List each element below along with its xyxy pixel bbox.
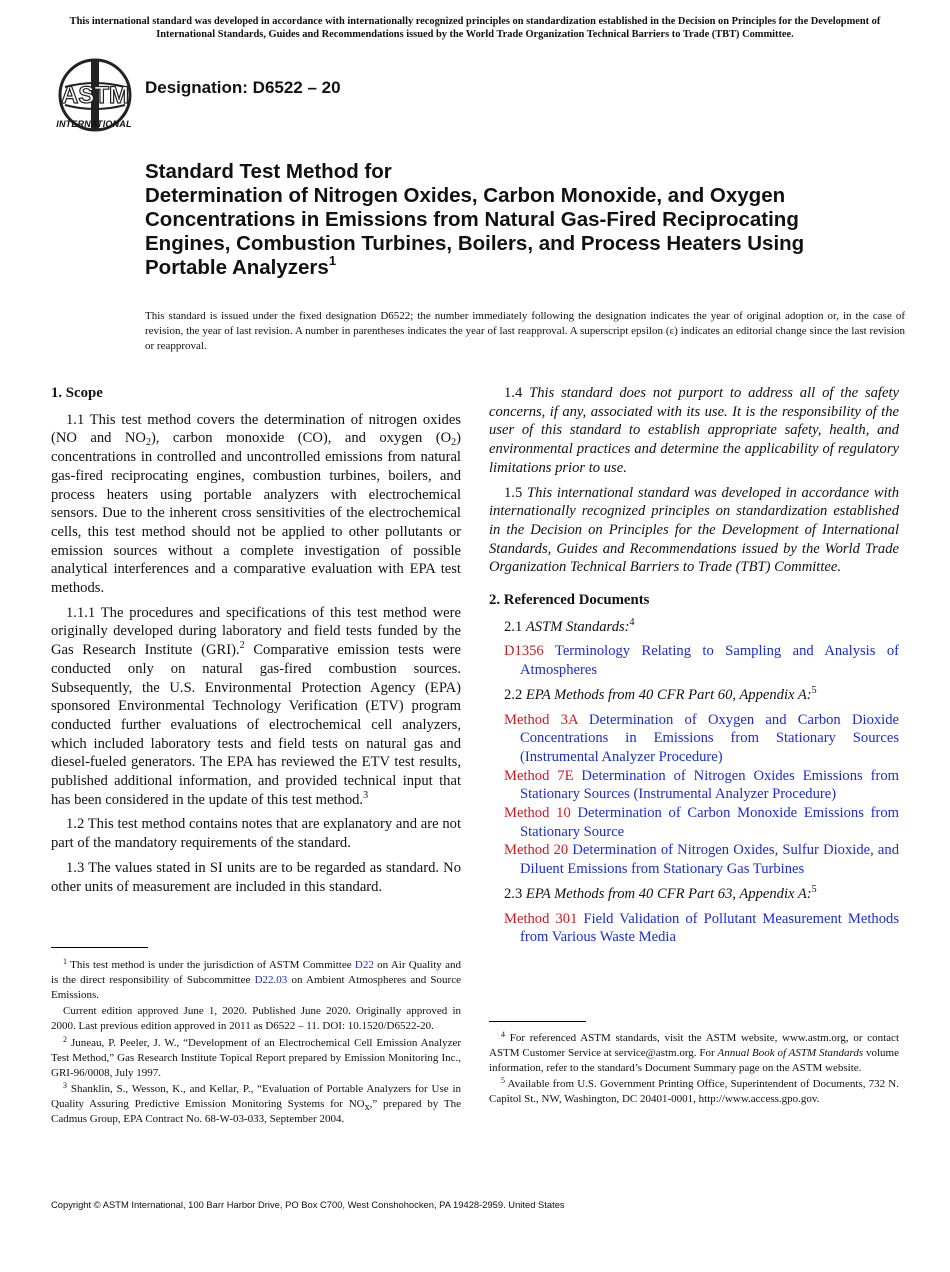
- footnote-2: $^2$ Juneau, P. Peeler, J. W., “Development of an Electrochemical Cell Emission Analyzer Test Method,” Gas Research Institute Topical Report prepared by Emission Monitoring Inc., GRI-96/0008, July 1997.: [51, 1034, 461, 1079]
- logo-letters: ASTM: [61, 82, 129, 109]
- ref-method-301[interactable]: Method 301 Field Validation of Pollutant Measurement Methods from Various Waste Media: [504, 910, 899, 946]
- title-main: Determination of Nitrogen Oxides, Carbon Monoxide, and Oxygen Concentrations in Emissions from Natural Gas-Fired Reciprocating Engines, Combustion Turbines, Boilers, and Process Heaters Using Portable Analyzers: [145, 184, 805, 279]
- ref-method-7e[interactable]: Method 7E Determination of Nitrogen Oxides Emissions from Stationary Sources (Instrumental Analyzer Procedure): [504, 767, 899, 803]
- referenced-documents-heading: 2. Referenced Documents: [489, 592, 650, 609]
- right-column: [489, 384, 899, 953]
- footnote-divider-left: [51, 947, 148, 948]
- left-column: [51, 384, 461, 902]
- ref-method-20[interactable]: Method 20 Determination of Nitrogen Oxides, Sulfur Dioxide, and Diluent Emissions from Stationary Gas Turbines: [504, 842, 899, 878]
- title-line-1: Standard Test Method for: [145, 160, 392, 183]
- footnote-5: $^5$ Available from U.S. Government Printing Office, Superintendent of Documents, 732 N. Capitol St., NW, Washington, DC 20401-0001, http://www.access.gpo.gov.: [489, 1076, 899, 1106]
- designation: Designation: D6522 – 20: [145, 78, 341, 97]
- footnote-4: $^4$ For referenced ASTM standards, visit the ASTM website, www.astm.org, or contact ASTM Customer Service at service@astm.org. For Annual Book of ASTM Standards volume information, refer to the standard’s Document Summary page on the ASTM website.: [489, 1030, 899, 1074]
- scope-heading: 1. Scope: [51, 385, 103, 401]
- section-2-2: 2.2 EPA Methods from 40 CFR Part 60, Appendix A:$^5$: [504, 684, 817, 703]
- section-2-1: 2.1 ASTM Standards:$^4$: [504, 616, 635, 635]
- title-footnote-mark: 1: [328, 253, 337, 268]
- document-title: [145, 160, 825, 280]
- logo-subtitle: INTERNATIONAL: [56, 119, 132, 129]
- para-1-2: 1.2 This test method contains notes that are explanatory and are not part of the mandatory requirements of the standard.: [51, 816, 461, 852]
- footnotes-right: [489, 1031, 899, 1109]
- para-1-5: 1.5 This international standard was developed in accordance with internationally recognized principles on standardization established in the Decision on Principles for the Development of International Standards, Guides and Recommendations issued by the World Trade Organization Technical Barriers to Trade (TBT) Committee.: [489, 484, 900, 576]
- para-1-1: 1.1 This test method covers the determination of nitrogen oxides (NO and $NO_2$), carbon monoxide (CO), and oxygen $(O_2)$ concentrations in controlled and uncontrolled emissions from natural gas-fired reciprocating engines, combustion turbines, boilers, and process heaters using portable analyzers with electrochemical sensors. Due to the inherent cross sensitivities of the electrochemical cells, this test method should not be applied to other pollutants or emission sources without a complete investigation of possible analytical interferences and a comparative evaluation with EPA test methods.: [51, 411, 461, 597]
- copyright: Copyright © ASTM International, 100 Barr Harbor Drive, PO Box C700, West Conshohocken, PA 19428-2959. United States: [51, 1199, 565, 1210]
- footnote-1: $^1$ This test method is under the jurisdiction of ASTM Committee D22 on Air Quality and is the direct responsibility of Subcommittee D22.03 on Ambient Atmospheres and Source Emissions.: [51, 957, 461, 1001]
- para-1-1-1: 1.1.1 The procedures and specifications of this test method were originally developed during laboratory and field tests funded by the Gas Research Institute (GRI).$^2$ Comparative emission tests were conducted only on natural gas-fired combustion sources. Subsequently, the U.S. Environmental Protection Agency (EPA) sponsored Environmental Technology Verification (ETV) program conducted further evaluations of electrochemical cell analyzers, which included laboratory tests and field tests on natural gas and diesel-fueled generators. The EPA has reviewed the ETV test results, published additional information, and provided technical input that has been considered in the update of this test method.$^3$: [51, 604, 461, 808]
- issued-note: This standard is issued under the fixed designation D6522; the number immediately following the designation indicates the year of original adoption or, in the case of revision, the year of last revision. A number in parentheses indicates the year of last reapproval. A superscript epsilon (ε) indicates an editorial change since the last revision or reapproval.: [145, 310, 905, 352]
- top-note: This international standard was developed in accordance with internationally recognized principles on standardization established in the Decision on Principles for the Development of International Standards, Guides and Recommendations issued by the World Trade Organization Technical Barriers to Trade (TBT) Committee.: [69, 16, 881, 40]
- ref-method-3a[interactable]: Method 3A Determination of Oxygen and Carbon Dioxide Concentrations in Emissions from Stationary Sources (Instrumental Analyzer Procedure): [504, 711, 899, 765]
- committee-d22-link[interactable]: D22: [354, 959, 374, 971]
- footnote-1-edition: Current edition approved June 1, 2020. Published June 2020. Originally approved in 2000. Last previous edition approved in 2011 as D6522 – 11. DOI: 10.1520/D6522-20.: [51, 1005, 461, 1033]
- subcommittee-d22-03-link[interactable]: D22.03: [254, 973, 288, 986]
- ref-method-10[interactable]: Method 10 Determination of Carbon Monoxide Emissions from Stationary Source: [504, 805, 899, 840]
- para-1-4: 1.4 This standard does not purport to address all of the safety concerns, if any, associated with its use. It is the responsibility of the user of this standard to establish appropriate safety, health, and environmental practices and determine the applicability of regulatory limitations prior to use.: [489, 385, 899, 476]
- ref-d1356[interactable]: D1356 Terminology Relating to Sampling and Analysis of Atmospheres: [504, 643, 900, 679]
- footnote-divider-right: [489, 1021, 586, 1022]
- section-2-3: 2.3 EPA Methods from 40 CFR Part 63, Appendix A:$^5$: [504, 883, 817, 902]
- footnotes-left: [51, 958, 461, 1129]
- para-1-3: 1.3 The values stated in SI units are to be regarded as standard. No other units of measurement are included in this standard.: [51, 859, 461, 895]
- footnote-3: $^3$ Shanklin, S., Wesson, K., and Kellar, P., “Evaluation of Portable Analyzers for Use in Quality Assuring Predictive Emission Monitoring Systems for $NO_x$,” prepared by The Cadmus Group, EPA Contract No. 68-W-03-033, September 2004.: [51, 1081, 461, 1125]
